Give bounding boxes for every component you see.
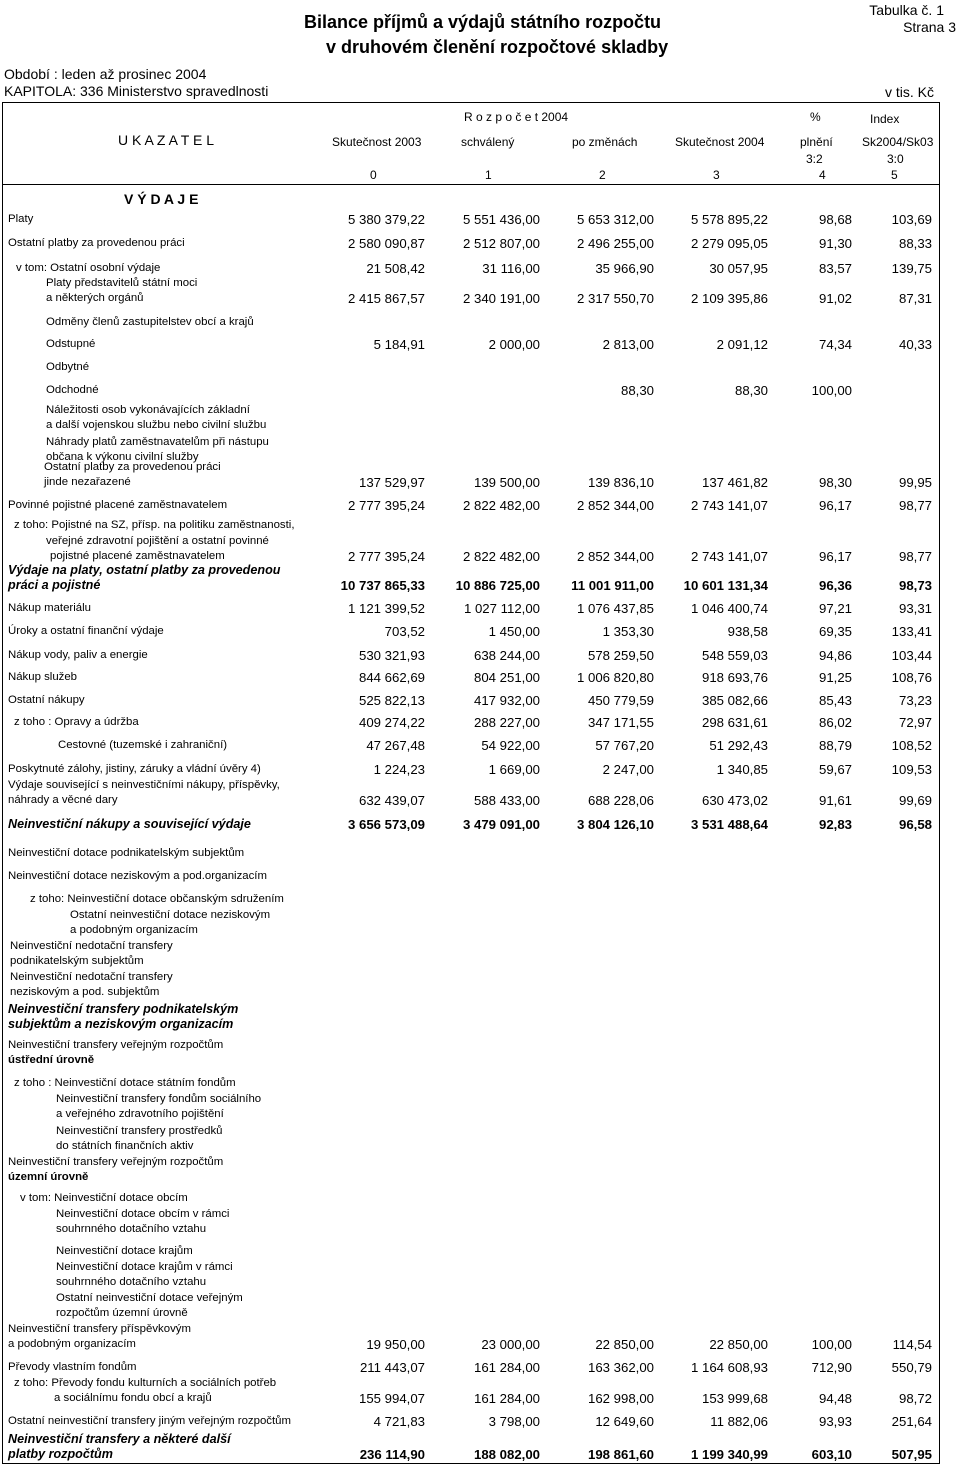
- row-label: Neinvestiční transfery fondům sociálního: [56, 1092, 262, 1105]
- row-value-col-4: 93,93: [818, 1414, 852, 1429]
- row-label: Odstupné: [46, 338, 96, 350]
- col-po-zmenach: po změnách: [572, 135, 638, 149]
- row-label: Neinvestiční dotace krajům: [56, 1245, 193, 1257]
- row-label: Platy: [8, 213, 34, 225]
- row-value-col-5: 251,64: [891, 1414, 932, 1429]
- row-value-col-0: 2 777 395,24: [347, 498, 425, 513]
- row-label: jinde nezařazené: [44, 476, 131, 488]
- row-value-col-1: 1 027 112,00: [463, 601, 540, 616]
- row-value-col-1: 161 284,00: [473, 1360, 540, 1375]
- row-label: neziskovým a pod. subjektům: [10, 986, 160, 998]
- row-value-col-3: 88,30: [734, 383, 768, 398]
- row-value-col-0: 530 321,93: [358, 648, 425, 663]
- row-value-col-4: 92,83: [818, 817, 852, 832]
- row-value-col-3: 2 743 141,07: [690, 498, 768, 513]
- row-label: Neinvestiční dotace neziskovým a pod.organizacím: [8, 870, 267, 882]
- row-label: Neinvestiční transfery a některé další: [8, 1431, 231, 1446]
- row-value-col-5: 98,72: [898, 1391, 932, 1406]
- report-title: Bilance příjmů a výdajů státního rozpočtu: [304, 12, 662, 32]
- row-value-col-5: 87,31: [898, 291, 932, 306]
- row-value-col-1: 2 000,00: [488, 337, 540, 352]
- row-label: občana k výkonu civilní služby: [46, 451, 199, 463]
- row-value-col-3: 30 057,95: [709, 261, 768, 276]
- row-value-col-1: 3 479 091,00: [462, 817, 540, 832]
- row-value-col-0: 236 114,90: [359, 1447, 425, 1462]
- row-value-col-1: 804 251,00: [473, 670, 540, 685]
- row-label: Poskytnuté zálohy, jistiny, záruky a vládní úvěry 4): [8, 763, 261, 775]
- row-value-col-1: 417 932,00: [473, 693, 540, 708]
- row-label: souhrnného dotačního vztahu: [56, 1276, 207, 1288]
- row-label: Neinvestiční transfery veřejným rozpočtům: [8, 1038, 224, 1051]
- row-value-col-4: 85,43: [818, 693, 852, 708]
- row-value-col-2: 578 259,50: [587, 648, 654, 663]
- row-value-col-1: 2 822 482,00: [462, 498, 540, 513]
- row-label: a další vojenskou službu nebo civilní službu: [46, 419, 267, 431]
- row-value-col-5: 103,69: [891, 212, 932, 227]
- row-value-col-5: 108,52: [891, 738, 932, 753]
- row-value-col-3: 1 199 340,99: [690, 1447, 768, 1462]
- row-value-col-2: 1 006 820,80: [576, 670, 654, 685]
- row-value-col-0: 632 439,07: [358, 793, 425, 808]
- section-title: V Ý D A J E: [124, 191, 199, 207]
- row-label: Ostatní platby za provedenou práci: [8, 237, 185, 249]
- row-label: Neinvestiční transfery podnikatelským: [8, 1001, 239, 1016]
- row-label: veřejné zdravotní pojištění a ostatní povinné: [46, 534, 269, 547]
- row-value-col-3: 2 743 141,07: [690, 549, 768, 564]
- row-label: Neinvestiční transfery příspěvkovým: [8, 1322, 191, 1335]
- row-value-col-4: 74,34: [818, 337, 852, 352]
- row-label: Odchodné: [46, 384, 99, 396]
- budget-group-header: R o z p o č e t 2004: [464, 110, 569, 124]
- row-value-col-3: 3 531 488,64: [690, 817, 768, 832]
- row-value-col-1: 23 000,00: [481, 1337, 540, 1352]
- row-value-col-0: 844 662,69: [358, 670, 425, 685]
- row-label: Ostatní neinvestiční dotace veřejným: [56, 1291, 243, 1304]
- row-value-col-5: 109,53: [891, 762, 932, 777]
- row-label: Nákup vody, paliv a energie: [8, 649, 148, 661]
- row-label: Úroky a ostatní finanční výdaje: [8, 625, 164, 637]
- row-value-col-5: 96,58: [898, 817, 932, 832]
- row-value-col-0: 703,52: [384, 624, 425, 639]
- row-value-col-2: 1 076 437,85: [576, 601, 654, 616]
- index-header: Index: [870, 112, 900, 126]
- row-value-col-4: 94,86: [818, 648, 852, 663]
- row-label: z toho: Převody fondu kulturních a sociálních potřeb: [14, 1376, 277, 1389]
- row-value-col-1: 54 922,00: [481, 738, 540, 753]
- row-value-col-3: 385 082,66: [701, 693, 768, 708]
- col-index: Sk2004/Sk03: [862, 135, 934, 149]
- row-value-col-3: 1 164 608,93: [690, 1360, 768, 1375]
- col-num-3: 3: [713, 168, 720, 182]
- row-value-col-3: 5 578 895,22: [690, 212, 768, 227]
- row-value-col-1: 638 244,00: [473, 648, 540, 663]
- row-label: v tom: Ostatní osobní výdaje: [16, 262, 161, 274]
- row-value-col-2: 5 653 312,00: [576, 212, 654, 227]
- row-value-col-4: 98,30: [818, 475, 852, 490]
- row-label: Ostatní neinvestiční transfery jiným veřejným rozpočtům: [8, 1415, 291, 1427]
- row-value-col-2: 1 353,30: [602, 624, 654, 639]
- row-value-col-4: 97,21: [818, 601, 852, 616]
- row-label: Ostatní platby za provedenou práci: [44, 460, 221, 473]
- row-label: souhrnného dotačního vztahu: [56, 1223, 207, 1235]
- row-value-col-0: 409 274,22: [358, 715, 425, 730]
- row-label: Cestovné (tuzemské i zahraniční): [58, 739, 228, 751]
- row-value-col-2: 688 228,06: [587, 793, 654, 808]
- row-label: Neinvestiční dotace podnikatelským subjektům: [8, 847, 245, 859]
- row-value-col-0: 19 950,00: [366, 1337, 425, 1352]
- row-value-col-2: 3 804 126,10: [576, 817, 654, 832]
- row-value-col-4: 83,57: [818, 261, 852, 276]
- row-value-col-0: 4 721,83: [373, 1414, 425, 1429]
- row-label: a sociálnímu fondu obcí a krajů: [54, 1392, 212, 1404]
- row-value-col-4: 91,25: [818, 670, 852, 685]
- row-value-col-3: 11 882,06: [710, 1414, 768, 1429]
- row-value-col-3: 153 999,68: [701, 1391, 768, 1406]
- row-value-col-3: 2 091,12: [716, 337, 768, 352]
- row-value-col-1: 3 798,00: [488, 1414, 540, 1429]
- col-num-2: 2: [599, 168, 606, 182]
- row-label: Povinné pojistné placené zaměstnavatelem: [8, 499, 228, 511]
- row-value-col-2: 12 649,60: [595, 1414, 654, 1429]
- row-value-col-2: 450 779,59: [587, 693, 654, 708]
- row-value-col-5: 114,54: [892, 1337, 932, 1352]
- row-value-col-4: 91,30: [818, 236, 852, 251]
- plneni-ratio: 3:2: [806, 152, 823, 166]
- row-value-col-0: 3 656 573,09: [347, 817, 425, 832]
- row-label: Neinvestiční nedotační transfery: [10, 970, 173, 983]
- row-label: podnikatelským subjektům: [10, 955, 144, 967]
- row-value-col-0: 2 415 867,57: [347, 291, 425, 306]
- row-label: a podobným organizacím: [8, 1338, 136, 1350]
- row-value-col-0: 155 994,07: [358, 1391, 425, 1406]
- row-value-col-3: 918 693,76: [701, 670, 768, 685]
- row-value-col-3: 2 109 395,86: [690, 291, 768, 306]
- report-subtitle: v druhovém členění rozpočtové skladby: [326, 37, 669, 57]
- row-value-col-1: 2 512 807,00: [462, 236, 540, 251]
- row-value-col-0: 137 529,97: [358, 475, 425, 490]
- row-value-col-5: 98,77: [898, 498, 932, 513]
- row-label: Odbytné: [46, 361, 90, 373]
- row-value-col-0: 525 822,13: [358, 693, 425, 708]
- row-label: Výdaje na platy, ostatní platby za provedenou: [8, 562, 281, 577]
- row-value-col-2: 2 247,00: [602, 762, 654, 777]
- row-value-col-2: 88,30: [620, 383, 654, 398]
- row-value-col-5: 99,69: [898, 793, 932, 808]
- row-value-col-4: 69,35: [818, 624, 852, 639]
- row-value-col-0: 2 580 090,87: [347, 236, 425, 251]
- row-value-col-2: 11 001 911,00: [571, 578, 654, 593]
- row-value-col-5: 108,76: [891, 670, 932, 685]
- row-value-col-4: 86,02: [818, 715, 852, 730]
- row-label: ústřední úrovně: [8, 1054, 95, 1066]
- row-label: práci a pojistné: [8, 578, 101, 592]
- row-label: Platy představitelů státní moci: [46, 276, 198, 289]
- row-value-col-3: 10 601 131,34: [683, 578, 768, 593]
- row-label: územní úrovně: [8, 1171, 89, 1183]
- row-value-col-1: 1 450,00: [488, 624, 540, 639]
- row-value-col-3: 1 340,85: [716, 762, 768, 777]
- units: v tis. Kč: [884, 84, 934, 100]
- row-label: náhrady a věcné dary: [8, 794, 118, 806]
- percent-header: %: [810, 110, 821, 124]
- row-value-col-3: 938,58: [727, 624, 768, 639]
- row-value-col-4: 98,68: [818, 212, 852, 227]
- row-label: Nákup služeb: [8, 671, 78, 683]
- row-value-col-1: 10 886 725,00: [455, 578, 540, 593]
- table-number: Tabulka č. 1: [869, 2, 944, 18]
- row-value-col-5: 99,95: [898, 475, 932, 490]
- row-value-col-5: 98,77: [898, 549, 932, 564]
- col-plneni: plnění: [800, 135, 833, 149]
- row-label: Převody vlastním fondům: [8, 1361, 137, 1373]
- row-value-col-1: 288 227,00: [473, 715, 540, 730]
- row-label: Neinvestiční dotace obcím v rámci: [56, 1207, 230, 1220]
- row-value-col-4: 96,17: [818, 498, 852, 513]
- row-value-col-1: 139 500,00: [473, 475, 540, 490]
- row-label: Neinvestiční dotace krajům v rámci: [56, 1260, 233, 1273]
- row-label: z toho: Pojistné na SZ, přísp. na politiku zaměstnanosti,: [14, 519, 295, 531]
- row-value-col-2: 2 496 255,00: [576, 236, 654, 251]
- row-value-col-0: 1 224,23: [373, 762, 425, 777]
- header-divider: [2, 184, 940, 185]
- row-value-col-0: 5 184,91: [373, 337, 425, 352]
- row-label: Náhrady platů zaměstnavatelům při nástupu: [46, 435, 269, 448]
- row-label: a některých orgánů: [46, 292, 144, 304]
- row-label: Výdaje související s neinvestičními nákupy, příspěvky,: [8, 778, 280, 791]
- row-label: do státních finančních aktiv: [56, 1140, 194, 1152]
- row-value-col-5: 103,44: [891, 648, 932, 663]
- row-value-col-0: 21 508,42: [366, 261, 425, 276]
- row-value-col-5: 73,23: [898, 693, 932, 708]
- row-value-col-0: 10 737 865,33: [340, 578, 425, 593]
- row-label: a veřejného zdravotního pojištění: [56, 1108, 224, 1120]
- row-value-col-3: 630 473,02: [701, 793, 768, 808]
- chapter: KAPITOLA: 336 Ministerstvo spravedlnosti: [4, 83, 269, 99]
- row-value-col-3: 51 292,43: [709, 738, 768, 753]
- row-label: z toho: Neinvestiční dotace občanským sdružením: [30, 893, 284, 905]
- row-value-col-3: 2 279 095,05: [690, 236, 768, 251]
- row-value-col-2: 139 836,10: [587, 475, 654, 490]
- row-label: Ostatní nákupy: [8, 694, 85, 706]
- row-value-col-0: 211 443,07: [359, 1360, 425, 1375]
- row-label: Odměny členů zastupitelstev obcí a krajů: [46, 316, 254, 328]
- row-value-col-5: 139,75: [891, 261, 932, 276]
- row-value-col-5: 93,31: [898, 601, 932, 616]
- row-label: Náležitosti osob vykonávajících základní: [46, 403, 250, 416]
- row-value-col-0: 47 267,48: [366, 738, 425, 753]
- row-value-col-5: 133,41: [891, 624, 932, 639]
- row-value-col-4: 96,36: [818, 578, 852, 593]
- col-schvaleny: schválený: [461, 135, 515, 149]
- col-num-1: 1: [485, 168, 492, 182]
- row-label: platby rozpočtům: [8, 1447, 113, 1461]
- row-value-col-2: 2 852 344,00: [576, 498, 654, 513]
- col-skutecnost-2004: Skutečnost 2004: [675, 135, 765, 149]
- col-num-5: 5: [891, 168, 898, 182]
- row-value-col-5: 550,79: [891, 1360, 932, 1375]
- row-value-col-2: 163 362,00: [587, 1360, 654, 1375]
- row-value-col-2: 347 171,55: [587, 715, 654, 730]
- period: Období : leden až prosinec 2004: [4, 66, 207, 82]
- row-value-col-1: 31 116,00: [482, 261, 540, 276]
- row-label: Ostatní neinvestiční dotace neziskovým: [70, 908, 271, 921]
- row-value-col-1: 588 433,00: [473, 793, 540, 808]
- row-value-col-1: 188 082,00: [473, 1447, 540, 1462]
- row-value-col-2: 57 767,20: [595, 738, 654, 753]
- row-value-col-3: 298 631,61: [701, 715, 768, 730]
- row-value-col-0: 2 777 395,24: [347, 549, 425, 564]
- row-value-col-2: 22 850,00: [595, 1337, 654, 1352]
- row-label: a podobným organizacím: [70, 924, 198, 936]
- row-value-col-2: 162 998,00: [587, 1391, 654, 1406]
- row-value-col-2: 35 966,90: [595, 261, 654, 276]
- row-value-col-3: 22 850,00: [709, 1337, 768, 1352]
- row-value-col-2: 2 852 344,00: [576, 549, 654, 564]
- row-label: z toho : Opravy a údržba: [14, 716, 139, 728]
- row-label: Nákup materiálu: [8, 602, 91, 614]
- row-value-col-3: 548 559,03: [701, 648, 768, 663]
- row-value-col-4: 91,61: [818, 793, 852, 808]
- row-value-col-5: 98,73: [898, 578, 932, 593]
- row-label: Neinvestiční transfery veřejným rozpočtům: [8, 1155, 224, 1168]
- row-label: v tom: Neinvestiční dotace obcím: [20, 1192, 188, 1204]
- row-value-col-0: 1 121 399,52: [347, 601, 425, 616]
- row-value-col-4: 712,90: [811, 1360, 852, 1375]
- row-value-col-3: 1 046 400,74: [690, 601, 768, 616]
- page-number: Strana 3: [903, 19, 956, 35]
- row-label: rozpočtům územní úrovně: [56, 1307, 188, 1319]
- row-value-col-5: 40,33: [898, 337, 932, 352]
- row-value-col-1: 2 340 191,00: [462, 291, 540, 306]
- row-value-col-4: 59,67: [818, 762, 852, 777]
- row-value-col-0: 5 380 379,22: [347, 212, 425, 227]
- row-value-col-2: 2 317 550,70: [576, 291, 654, 306]
- col-num-4: 4: [819, 168, 826, 182]
- row-value-col-4: 88,79: [818, 738, 852, 753]
- row-value-col-5: 72,97: [898, 715, 932, 730]
- row-value-col-4: 94,48: [818, 1391, 852, 1406]
- row-value-col-5: 88,33: [898, 236, 932, 251]
- row-value-col-1: 2 822 482,00: [462, 549, 540, 564]
- row-label: z toho : Neinvestiční dotace státním fondům: [14, 1077, 236, 1089]
- row-value-col-4: 603,10: [811, 1447, 852, 1462]
- row-value-col-2: 2 813,00: [602, 337, 654, 352]
- row-value-col-4: 91,02: [818, 291, 852, 306]
- row-value-col-4: 100,00: [811, 1337, 852, 1352]
- row-label: pojistné placené zaměstnavatelem: [50, 550, 225, 562]
- row-value-col-4: 100,00: [811, 383, 852, 398]
- row-value-col-1: 1 669,00: [488, 762, 540, 777]
- row-label: Neinvestiční nedotační transfery: [10, 939, 173, 952]
- col-num-0: 0: [370, 168, 377, 182]
- row-label: Neinvestiční transfery prostředků: [56, 1124, 223, 1137]
- row-value-col-1: 161 284,00: [473, 1391, 540, 1406]
- index-ratio: 3:0: [887, 152, 904, 166]
- indicator-header: U K A Z A T E L: [118, 132, 214, 148]
- row-value-col-2: 198 861,60: [587, 1447, 654, 1462]
- row-label: subjektům a neziskovým organizacím: [8, 1017, 234, 1031]
- row-value-col-5: 507,95: [891, 1447, 932, 1462]
- row-label: Neinvestiční nákupy a související výdaje: [8, 817, 251, 831]
- row-value-col-4: 96,17: [818, 549, 852, 564]
- col-skutecnost-2003: Skutečnost 2003: [332, 135, 422, 149]
- row-value-col-1: 5 551 436,00: [462, 212, 540, 227]
- row-value-col-3: 137 461,82: [701, 475, 768, 490]
